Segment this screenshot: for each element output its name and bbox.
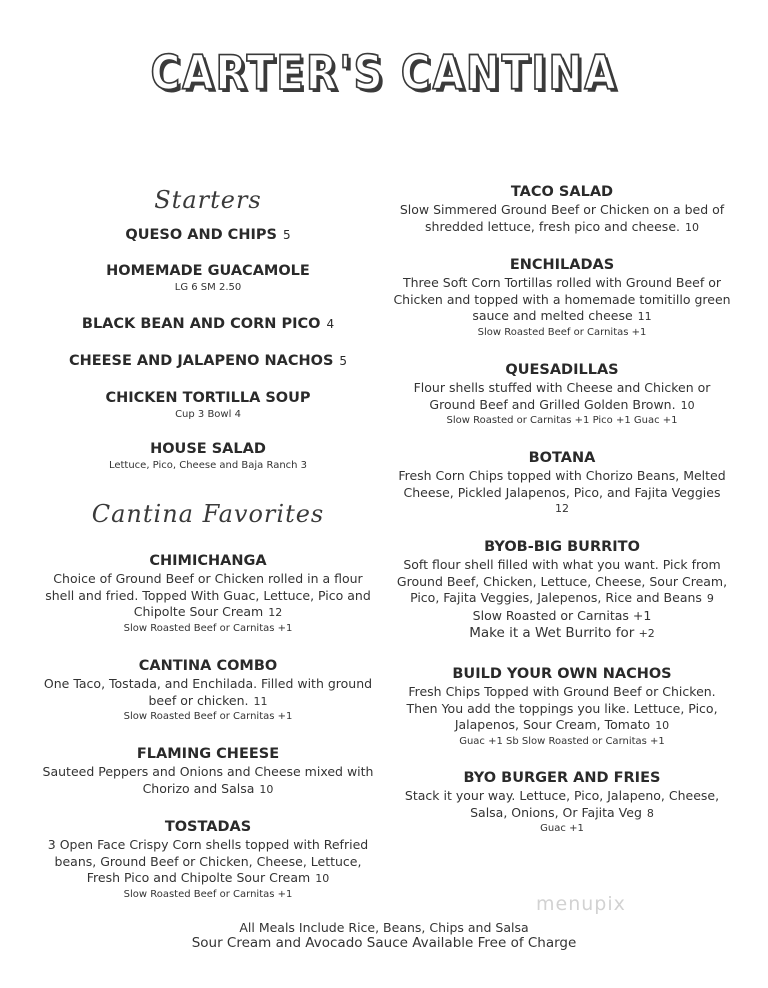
section-heading-favorites: Cantina Favorites [91, 500, 325, 528]
item-price: 8 [646, 806, 654, 820]
item-addon: Guac +1 [540, 823, 584, 834]
item-desc-line: Chicken and topped with a homemade tomitillo green [393, 291, 731, 307]
item-desc-line: Chipolte Sour Cream [133, 604, 264, 619]
item-desc-line: Fresh Corn Chips topped with Chorizo Beans, Melted [398, 468, 726, 483]
item-desc-line: sauce and melted cheese [472, 308, 633, 323]
item-desc-line: Soft flour shell filled with what you want. Pick from [403, 557, 721, 572]
item-price: 10 [684, 220, 699, 234]
item-desc-line: beans, Ground Beef or Chicken, Cheese, Lettuce, [54, 853, 362, 869]
footer-line-2: Sour Cream and Avocado Sauce Available Free of Charge [191, 935, 577, 951]
item-name: BYO BURGER AND FRIES [463, 770, 661, 786]
footer-line-1: All Meals Include Rice, Beans, Chips and Salsa [239, 920, 529, 935]
restaurant-title: CARTER'S CANTINA [150, 44, 618, 101]
item-name: ENCHILADAS [509, 257, 615, 273]
item-desc-line: shredded lettuce, fresh pico and cheese. [425, 218, 680, 234]
item-name: TOSTADAS [164, 819, 252, 835]
item-desc-line: Cheese, Pickled Jalapenos, Pico, and Fajita Veggies [403, 484, 721, 500]
item-name: CHICKEN TORTILLA SOUP [105, 390, 311, 406]
menu-item-guacamole [38, 262, 378, 294]
item-name: QUESO AND CHIPS [125, 227, 277, 243]
item-desc-line: One Taco, Tostada, and Enchilada. Filled with ground [43, 676, 373, 691]
item-price: 12 [555, 502, 569, 515]
item-addon: Slow Roasted Beef or Carnitas +1 [123, 711, 293, 722]
menu-item-nachos [38, 350, 378, 371]
item-price: 9 [706, 592, 714, 605]
menu-item-quesadillas [392, 361, 732, 427]
menu-item-pico [38, 313, 378, 334]
item-desc-line: Salsa, Onions, Or Fajita Veg [470, 804, 642, 820]
item-price: 10 [680, 398, 695, 412]
item-price: 10 [315, 872, 330, 885]
wet-burrito-price: +2 [638, 627, 655, 640]
item-desc-line: Then You add the toppings you like. Lettuce, Pico, [406, 700, 718, 716]
item-desc-line: Fresh Pico and Chipolte Sour Cream [86, 870, 311, 885]
item-price: 12 [268, 606, 283, 619]
menu-item-cantina-combo [38, 657, 378, 723]
item-price: 10 [259, 782, 274, 796]
menu-item-house-salad [38, 440, 378, 472]
item-desc: Lettuce, Pico, Cheese and Baja Ranch 3 [108, 460, 308, 471]
item-price: 10 [655, 719, 670, 732]
menu-item-queso [38, 224, 378, 245]
item-price: 4 [326, 317, 335, 331]
menu-item-tostadas [38, 818, 378, 901]
item-addon: Slow Roasted Beef or Carnitas +1 [123, 888, 293, 900]
watermark-logo: menupix [536, 893, 626, 915]
item-price: 11 [637, 310, 652, 323]
item-desc-line: Stack it your way. Lettuce, Pico, Jalapeno, Cheese, [404, 788, 720, 803]
menu-item-soup [38, 389, 378, 421]
item-desc-line: Ground Beef, Chicken, Lettuce, Cheese, Sour Cream, [396, 573, 728, 589]
item-sizes: LG 6 SM 2.50 [174, 282, 242, 293]
item-desc-line: Fresh Chips Topped with Ground Beef or Chicken. [408, 684, 716, 699]
item-name: QUESADILLAS [505, 362, 619, 378]
menu-item-flaming-cheese [38, 745, 378, 798]
item-addon: Guac +1 Sb Slow Roasted or Carnitas +1 [459, 735, 665, 747]
item-desc-line: shell and fried. Topped With Guac, Lettuce, Pico and [45, 587, 371, 603]
item-name: BYOB-BIG BURRITO [484, 539, 640, 555]
item-desc-line: beef or chicken. [148, 692, 249, 708]
item-name: HOUSE SALAD [150, 441, 266, 457]
menu-item-build-nachos [392, 665, 732, 748]
menu-item-chimichanga [38, 552, 378, 635]
menu-item-burger [392, 769, 732, 835]
item-name: CANTINA COMBO [138, 658, 278, 674]
right-column [392, 0, 732, 900]
item-addon: Slow Roasted or Carnitas +1 [472, 607, 652, 623]
item-desc-line: Jalapenos, Sour Cream, Tomato [454, 717, 651, 732]
section-heading-starters: Starters [154, 186, 262, 214]
item-addon: Slow Roasted Beef or Carnitas +1 [123, 622, 293, 634]
item-desc-line: 3 Open Face Crispy Corn shells topped with Refried [47, 837, 369, 852]
wet-burrito-label: Make it a Wet Burrito for [469, 625, 635, 641]
item-desc-line: Flour shells stuffed with Cheese and Chicken or [413, 380, 711, 395]
item-desc-line: Chorizo and Salsa [142, 780, 255, 796]
menu-item-botana [392, 449, 732, 518]
item-addon: Slow Roasted or Carnitas +1 Pico +1 Guac +1 [446, 415, 678, 426]
item-sizes: Cup 3 Bowl 4 [175, 409, 241, 420]
item-desc-line: Three Soft Corn Tortillas rolled with Ground Beef or [403, 275, 721, 290]
menu-item-taco-salad [392, 183, 732, 236]
item-name: TACO SALAD [510, 184, 614, 200]
item-name: BOTANA [528, 450, 596, 466]
item-price: 5 [282, 228, 291, 242]
item-price: 11 [253, 694, 268, 708]
wet-burrito-option [392, 624, 732, 643]
item-name: FLAMING CHEESE [136, 746, 280, 762]
item-desc-line: Pico, Fajita Veggies, Jalepenos, Rice and Beans [410, 590, 702, 605]
item-name: CHIMICHANGA [149, 553, 267, 569]
menu-item-enchiladas [392, 256, 732, 339]
menu-item-big-burrito [392, 538, 732, 643]
item-name: BLACK BEAN AND CORN PICO [81, 316, 321, 332]
item-desc-line: Ground Beef and Grilled Golden Brown. [429, 396, 676, 412]
item-price: 5 [339, 354, 348, 368]
left-column [38, 0, 378, 900]
item-desc-line: Choice of Ground Beef or Chicken rolled in a flour [53, 571, 363, 586]
item-desc-line: Sauteed Peppers and Onions and Cheese mixed with [42, 764, 374, 779]
item-desc-line: Slow Simmered Ground Beef or Chicken on a bed of [399, 202, 725, 217]
item-name: BUILD YOUR OWN NACHOS [452, 666, 672, 682]
item-name: HOMEMADE GUACAMOLE [106, 263, 310, 279]
item-name: CHEESE AND JALAPENO NACHOS [68, 353, 334, 369]
item-addon: Slow Roasted Beef or Carnitas +1 [477, 326, 647, 338]
